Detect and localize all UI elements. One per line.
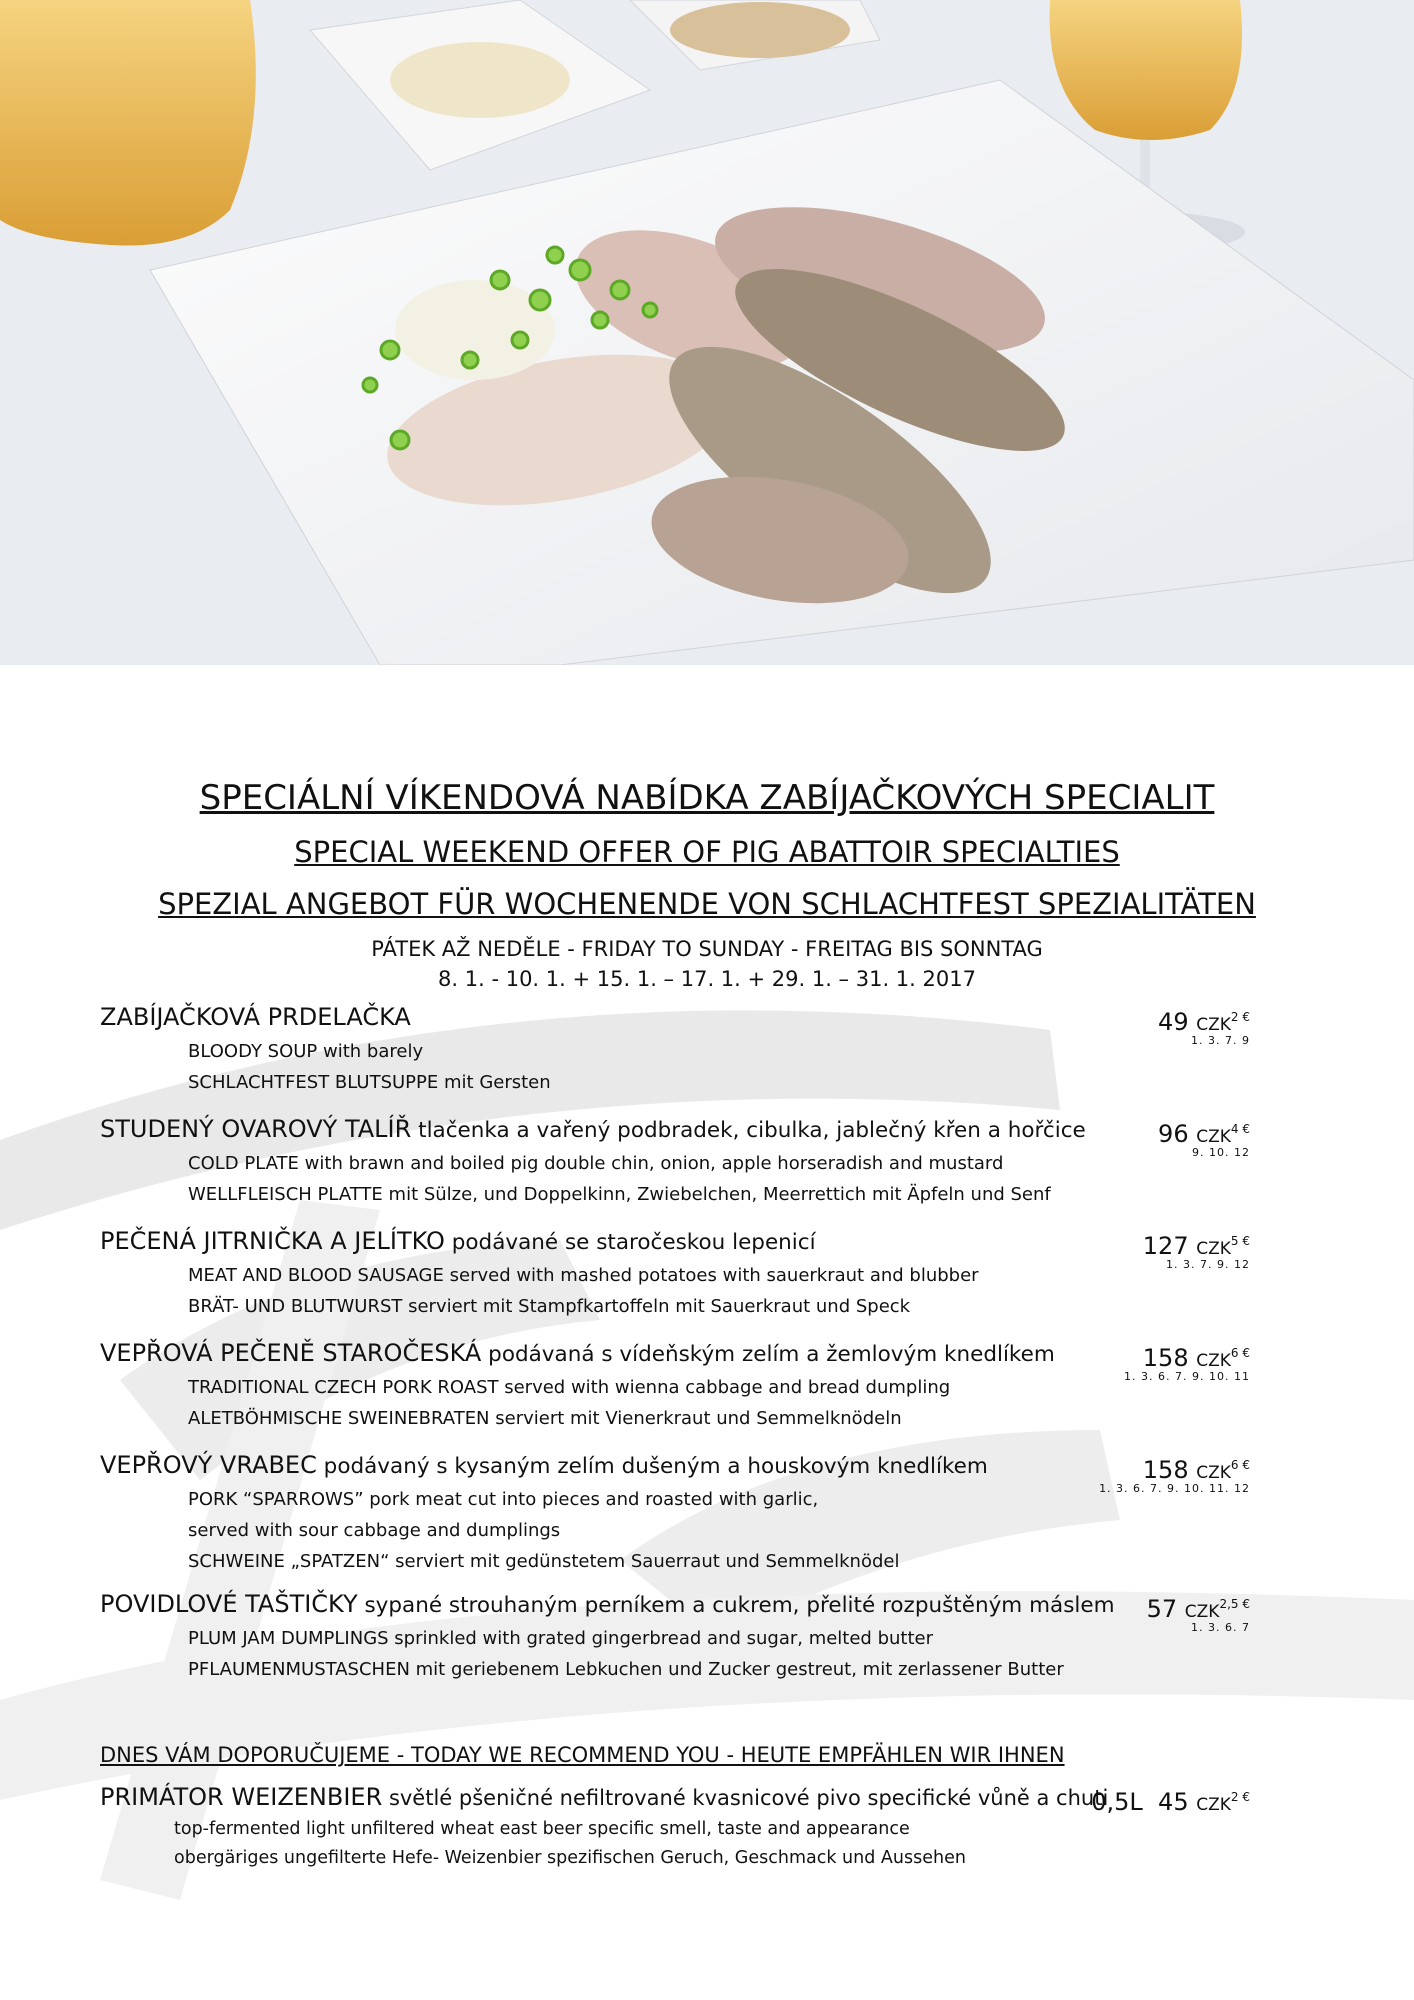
item-price: 57 $CZK^{2,5 €}$: [1146, 1595, 1250, 1623]
title-czech: SPECIÁLNÍ VÍKENDOVÁ NABÍDKA ZABÍJAČKOVÝCH SPECIALIT: [199, 778, 1215, 818]
item-en-desc: sprinkled with grated gingerbread and sugar, melted butter: [388, 1628, 934, 1649]
item-name: VEPŘOVÝ VRABEC: [100, 1451, 317, 1479]
beer-item: [100, 1780, 1250, 1873]
item-de-name: SCHLACHTFEST BLUTSUPPE: [188, 1072, 439, 1093]
item-desc: podávané se staročeskou lepenicí: [444, 1230, 816, 1255]
item-price: 158 $CZK^{6 €}$: [1142, 1456, 1250, 1484]
item-en-name: PORK “SPARROWS”: [188, 1489, 364, 1510]
item-en-name: BLOODY SOUP: [188, 1041, 318, 1062]
item-en-desc: pork meat cut into pieces and roasted with garlic,: [363, 1489, 819, 1510]
item-de-desc: serviert mit Vienerkraut und Semmelknödeln: [489, 1408, 902, 1429]
beer-price: 0,5L 45 $CZK^{2 €}$: [1091, 1788, 1250, 1816]
item-name: VEPŘOVÁ PEČENĚ STAROČESKÁ: [100, 1339, 482, 1367]
item-de-desc: mit geriebenem Lebkuchen und Zucker gestreut, mit zerlassener Butter: [409, 1659, 1064, 1680]
item-desc: podávaná s vídeňským zelím a žemlovým knedlíkem: [481, 1342, 1055, 1367]
item-en-desc: with brawn and boiled pig double chin, onion, apple horseradish and mustard: [298, 1153, 1004, 1174]
menu-item: [100, 1448, 1250, 1577]
item-de-name: WELLFLEISCH PLATTE: [188, 1184, 383, 1205]
item-en-name: PLUM JAM DUMPLINGS: [188, 1628, 389, 1649]
item-allergens: 9. 10. 12: [1192, 1146, 1250, 1159]
menu-item: [100, 1336, 1250, 1434]
days-line: PÁTEK AŽ NEDĚLE - FRIDAY TO SUNDAY - FREITAG BIS SONNTAG: [371, 937, 1043, 961]
recommend-heading: DNES VÁM DOPORUČUJEME - TODAY WE RECOMMEND YOU - HEUTE EMPFÄHLEN WIR IHNEN: [100, 1743, 1065, 1767]
title-english: SPECIAL WEEKEND OFFER OF PIG ABATTOIR SPECIALTIES: [294, 835, 1120, 869]
item-allergens: 1. 3. 6. 7. 9. 10. 11. 12: [1099, 1482, 1250, 1495]
item-allergens: 1. 3. 7. 9. 12: [1166, 1258, 1250, 1271]
menu-item: [100, 1224, 1250, 1322]
item-allergens: 1. 3. 7. 9: [1191, 1034, 1250, 1047]
item-price: 49 $CZK^{2 €}$: [1158, 1008, 1250, 1036]
item-de-desc: mit Sülze, und Doppelkinn, Zwiebelchen, Meerrettich mit Äpfeln und Senf: [382, 1184, 1051, 1205]
item-de-name: SCHWEINE „SPATZEN“: [188, 1551, 390, 1572]
hero-photo: [0, 0, 1414, 665]
item-name: ZABÍJAČKOVÁ PRDELAČKA: [100, 1003, 411, 1031]
beer-desc: světlé pšeničné nefiltrované kvasnicové pivo specifické vůně a chuti: [382, 1786, 1109, 1810]
menu-item: [100, 1587, 1250, 1685]
beer-en: top-fermented light unfiltered wheat east beer specific smell, taste and appearance: [174, 1819, 910, 1839]
item-allergens: 1. 3. 6. 7. 9. 10. 11: [1124, 1370, 1250, 1383]
item-de-desc: serviert mit Stampfkartoffeln mit Sauerkraut und Speck: [402, 1296, 911, 1317]
item-desc: podávaný s kysaným zelím dušeným a houskovým knedlíkem: [316, 1454, 988, 1479]
item-name: STUDENÝ OVAROVÝ TALÍŘ: [100, 1115, 412, 1143]
menu-headings: [0, 770, 1414, 994]
item-allergens: 1. 3. 6. 7: [1191, 1621, 1250, 1634]
item-price: 127 $CZK^{5 €}$: [1142, 1232, 1250, 1260]
item-desc: tlačenka a vařený podbradek, cibulka, jablečný křen a hořčice: [411, 1118, 1086, 1143]
item-desc: sypané strouhaným perníkem a cukrem, přelité rozpuštěným máslem: [357, 1593, 1115, 1618]
item-name: POVIDLOVÉ TAŠTIČKY: [100, 1590, 358, 1618]
item-en-name: TRADITIONAL CZECH PORK ROAST: [188, 1377, 499, 1398]
item-en-extra: served with sour cabbage and dumplings: [188, 1520, 561, 1541]
food-photo-icon: [0, 0, 1414, 665]
item-price: 158 $CZK^{6 €}$: [1142, 1344, 1250, 1372]
menu-item: [100, 1112, 1250, 1210]
item-en-desc: served with mashed potatoes with sauerkraut and blubber: [443, 1265, 979, 1286]
item-price: 96 $CZK^{4 €}$: [1158, 1120, 1250, 1148]
beer-de: obergäriges ungefilterte Hefe- Weizenbier spezifischen Geruch, Geschmack und Aussehen: [174, 1848, 966, 1868]
beer-name: PRIMÁTOR WEIZENBIER: [100, 1783, 383, 1811]
item-en-desc: served with wienna cabbage and bread dumpling: [498, 1377, 951, 1398]
item-de-name: BRÄT- UND BLUTWURST: [188, 1296, 403, 1317]
item-de-name: ALETBÖHMISCHE SWEINEBRATEN: [188, 1408, 490, 1429]
item-en-name: COLD PLATE: [188, 1153, 299, 1174]
dates-line: 8. 1. - 10. 1. + 15. 1. – 17. 1. + 29. 1. – 31. 1. 2017: [438, 967, 976, 991]
item-name: PEČENÁ JITRNIČKA A JELÍTKO: [100, 1227, 445, 1255]
item-en-name: MEAT AND BLOOD SAUSAGE: [188, 1265, 444, 1286]
title-german: SPEZIAL ANGEBOT FÜR WOCHENENDE VON SCHLACHTFEST SPEZIALITÄTEN: [158, 887, 1256, 921]
item-en-desc: with barely: [317, 1041, 424, 1062]
item-de-name: PFLAUMENMUSTASCHEN: [188, 1659, 410, 1680]
item-de-desc: mit Gersten: [438, 1072, 551, 1093]
menu-item: [100, 1000, 1250, 1098]
item-de-desc: serviert mit gedünstetem Sauerraut und Semmelknödel: [389, 1551, 900, 1572]
